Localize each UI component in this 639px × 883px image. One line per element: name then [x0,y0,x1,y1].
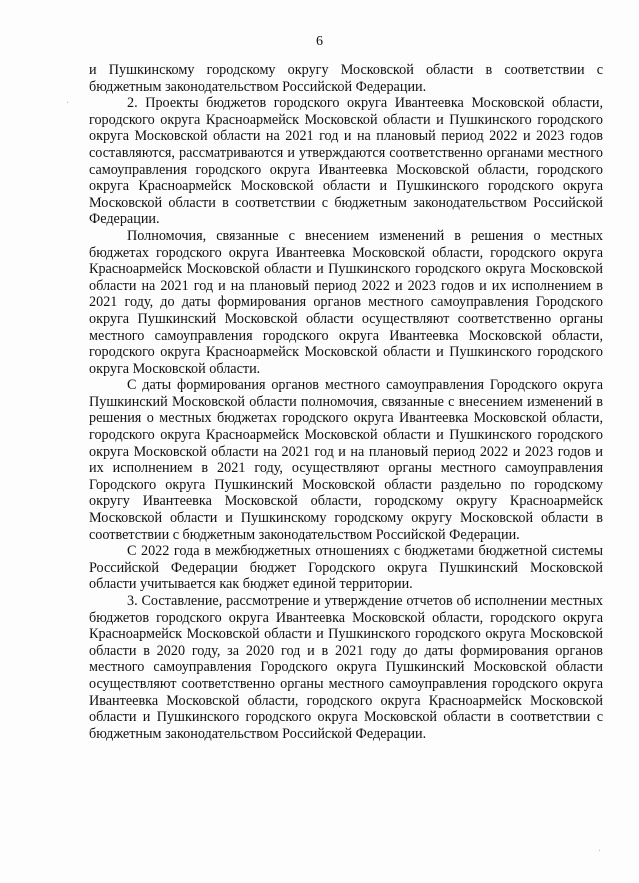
scan-speck: · [66,98,70,109]
paragraph-item-2: 2. Проекты бюджетов городского округа Ивантеевка Московской области, городского округа Красноармейск Московской области и Пушкинского городского округа Московской области на 2021 год и на плановый период 2022 и 2023 годов составляются, рассматриваются и утверждаются соответственно органами местного самоуправления городского округа Ивантеевка Московской области, городского округа Красноармейск Московской области и Пушкинского городского округа Московской области в соответствии с бюджетным законодательством Российской Федерации. [89,95,603,228]
paragraph-from-2022: С 2022 года в межбюджетных отношениях с бюджетами бюджетной системы Российской Федерации бюджет Городского округа Пушкинский Московской области учитывается как бюджет единой территории. [89,543,603,593]
page-number: 6 [316,34,323,49]
document-body [89,62,603,742]
paragraph-after-formation: С даты формирования органов местного самоуправления Городского округа Пушкинский Московской области полномочия, связанные с внесением изменений в решения о местных бюджетах городского округа Ивантеевка Московской области, городского округа Красноармейск Московской области и Пушкинского городского округа Московской области на 2021 год и на плановый период 2022 и 2023 годов и их исполнением в 2021 году, осуществляют органы местного самоуправления Городского округа Пушкинский Московской области раздельно по городскому округу Ивантеевка Московской области, городскому округу Красноармейск Московской области и Пушкинскому городскому округу Московской области в соответствии с бюджетным законодательством Российской Федерации. [89,377,603,543]
paragraph-powers-2021: Полномочия, связанные с внесением изменений в решения о местных бюджетах городского округа Ивантеевка Московской области, городского округа Красноармейск Московской области и Пушкинского городского округа Московской области на 2021 год и на плановый период 2022 и 2023 годов и их исполнением в 2021 году, до даты формирования органов местного самоуправления Городского округа Пушкинский Московской области осуществляют соответственно органы местного самоуправления городского округа Ивантеевка Московской области, городского округа Красноармейск Московской области и Пушкинского городского округа Московской области. [89,227,603,377]
scan-speck: · [598,846,602,857]
paragraph-continuation: и Пушкинскому городскому округу Московской области в соответствии с бюджетным законодательством Российской Федерации. [89,62,603,95]
paragraph-item-3: 3. Составление, рассмотрение и утверждение отчетов об исполнении местных бюджетов городского округа Ивантеевка Московской области, городского округа Красноармейск Московской области и Пушкинского городского округа Московской области в 2020 году, за 2020 год и в 2021 году до даты формирования органов местного самоуправления Городского округа Пушкинский Московской области осуществляют соответственно органы местного самоуправления городского округа Ивантеевка Московской области, городского округа Красноармейск Московской области и Пушкинского городского округа Московской области в соответствии с бюджетным законодательством Российской Федерации. [89,593,603,742]
